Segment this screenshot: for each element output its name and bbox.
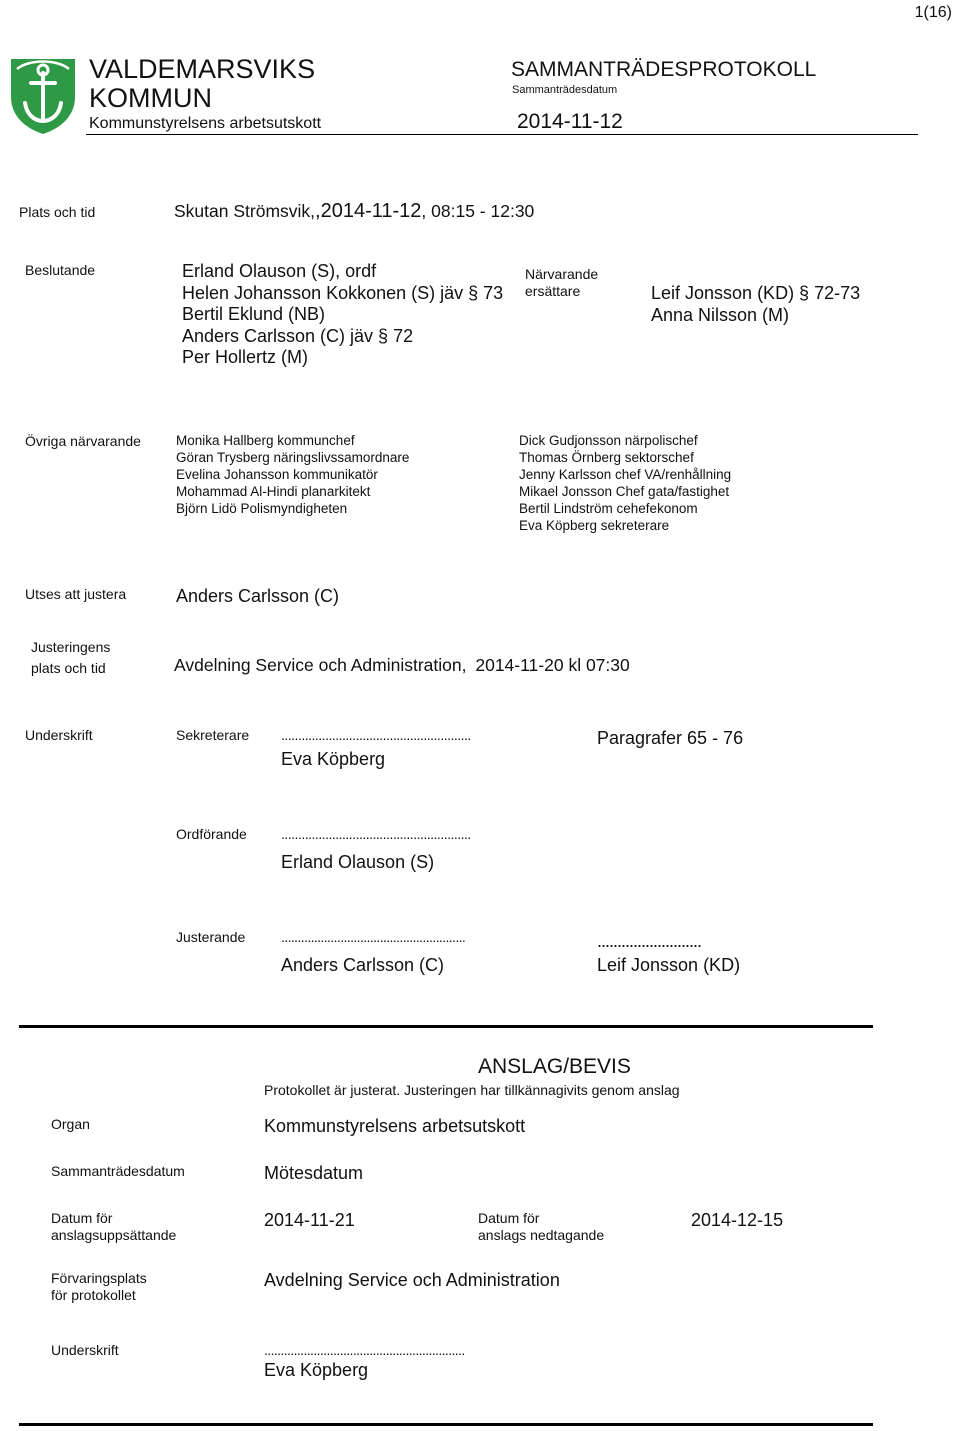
removal-date-label-line2: anslags nedtagande [478, 1227, 605, 1243]
substitutes-label-line1: Närvarande [525, 266, 599, 282]
decision-maker: Erland Olauson (S), ordf [182, 261, 377, 281]
adjuster-name: Anders Carlsson (C) [281, 955, 445, 975]
adjust-place-label [31, 637, 110, 679]
notice-signature-label: Underskrift [51, 1342, 119, 1358]
place-venue: Skutan Strömsvik, [174, 201, 316, 221]
notice-top-rule [19, 1025, 873, 1028]
others-col1 [176, 432, 409, 517]
adjust-place-label-line1: Justeringens [31, 639, 111, 655]
other-attendee: Björn Lidö Polismyndigheten [176, 501, 348, 516]
adjust-datetime: 2014-11-20 kl 07:30 [475, 655, 630, 675]
org-subtitle: Kommunstyrelsens arbetsutskott [89, 115, 322, 132]
paragraphs: Paragrafer 65 - 76 [597, 728, 744, 748]
storage-label-line2: för protokollet [51, 1287, 136, 1303]
removal-date-label-line1: Datum för [478, 1210, 540, 1226]
decision-maker: Per Hollertz (M) [182, 347, 309, 367]
header-rule [86, 134, 918, 135]
others-col2 [519, 432, 731, 534]
substitute: Leif Jonsson (KD) § 72-73 [651, 283, 861, 303]
removal-date-value: 2014-12-15 [691, 1210, 784, 1230]
signature-label: Underskrift [25, 727, 93, 743]
posting-date-label-line1: Datum för [51, 1210, 113, 1226]
adjust-place-value [174, 655, 630, 676]
page-number: 1(16) [914, 4, 952, 21]
secretary-signature-line: ........................................................ [281, 727, 471, 743]
notice-subtitle: Protokollet är justerat. Justeringen har tillkännagivits genom anslag [264, 1082, 680, 1098]
org-name-line1: VALDEMARSVIKS [89, 54, 316, 84]
organ-label: Organ [51, 1116, 90, 1132]
org-name-line2: KOMMUN [89, 83, 212, 113]
notice-signature-line: ............................................................. [264, 1342, 465, 1358]
other-attendee: Mohammad Al-Hindi planarkitekt [176, 484, 371, 499]
notice-signer-name: Eva Köpberg [264, 1360, 369, 1380]
meeting-date: 2014-11-12 [517, 110, 623, 133]
organ-value: Kommunstyrelsens arbetsutskott [264, 1116, 526, 1136]
substitute: Anna Nilsson (M) [651, 304, 790, 325]
other-attendee: Evelina Johansson kommunikatör [176, 467, 378, 482]
place-date: ,2014-11-12 [315, 200, 422, 222]
adjust-place-label-line2: plats och tid [31, 660, 106, 676]
document-title: SAMMANTRÄDESPROTOKOLL [511, 58, 817, 81]
other-attendee: Göran Trysberg näringslivssamordnare [176, 450, 410, 465]
decision-maker: Anders Carlsson (C) jäv § 72 [182, 325, 414, 346]
notice-title: ANSLAG/BEVIS [478, 1055, 631, 1078]
adjuster-label: Justerande [176, 929, 246, 945]
other-attendee: Monika Hallberg kommunchef [176, 433, 355, 448]
municipality-crest-icon [9, 57, 77, 135]
meeting-date-label: Sammanträdesdatum [512, 84, 618, 96]
substitutes-list [651, 283, 860, 326]
secretary-name: Eva Köpberg [281, 749, 386, 769]
secretary-label: Sekreterare [176, 727, 250, 743]
other-attendee: Eva Köpberg sekreterare [519, 518, 670, 533]
other-attendee: Dick Gudjonsson närpolischef [519, 433, 698, 448]
adjust-label: Utses att justera [25, 586, 127, 602]
storage-label-line1: Förvaringsplats [51, 1270, 147, 1286]
posting-date-label [51, 1210, 176, 1244]
adjuster2-signature-line: .......................... [597, 931, 702, 951]
chair-name: Erland Olauson (S) [281, 852, 435, 872]
place-value [174, 200, 534, 223]
others-label: Övriga närvarande [25, 433, 141, 449]
notice-date-value: Mötesdatum [264, 1163, 364, 1183]
substitutes-label [525, 266, 598, 300]
other-attendee: Mikael Jonsson Chef gata/fastighet [519, 484, 730, 499]
storage-value: Avdelning Service och Administration [264, 1270, 560, 1290]
substitutes-label-line2: ersättare [525, 283, 581, 299]
adjuster-signature-line: ........................................................ [281, 929, 466, 945]
notice-bottom-rule [19, 1423, 873, 1426]
decision-maker: Helen Johansson Kokkonen (S) jäv § 73 [182, 282, 504, 303]
posting-date-value: 2014-11-21 [264, 1210, 355, 1230]
chair-label: Ordförande [176, 826, 247, 842]
decision-makers-label: Beslutande [25, 262, 96, 278]
other-attendee: Thomas Örnberg sektorschef [519, 450, 694, 465]
storage-label [51, 1270, 147, 1304]
adjust-place: Avdelning Service och Administration, [174, 655, 467, 675]
decision-makers-list [182, 261, 503, 369]
chair-signature-line: ........................................................ [281, 826, 471, 842]
decision-maker: Bertil Eklund (NB) [182, 304, 326, 324]
adjuster2-name: Leif Jonsson (KD) [597, 955, 741, 975]
other-attendee: Jenny Karlsson chef VA/renhållning [519, 467, 732, 482]
other-attendee: Bertil Lindström cehefekonom [519, 501, 698, 516]
place-label: Plats och tid [19, 204, 96, 220]
posting-date-label-line2: anslagsuppsättande [51, 1227, 177, 1243]
adjust-value: Anders Carlsson (C) [176, 586, 340, 606]
notice-date-label: Sammanträdesdatum [51, 1163, 185, 1179]
place-time: , 08:15 - 12:30 [421, 201, 535, 221]
removal-date-label [478, 1210, 604, 1244]
